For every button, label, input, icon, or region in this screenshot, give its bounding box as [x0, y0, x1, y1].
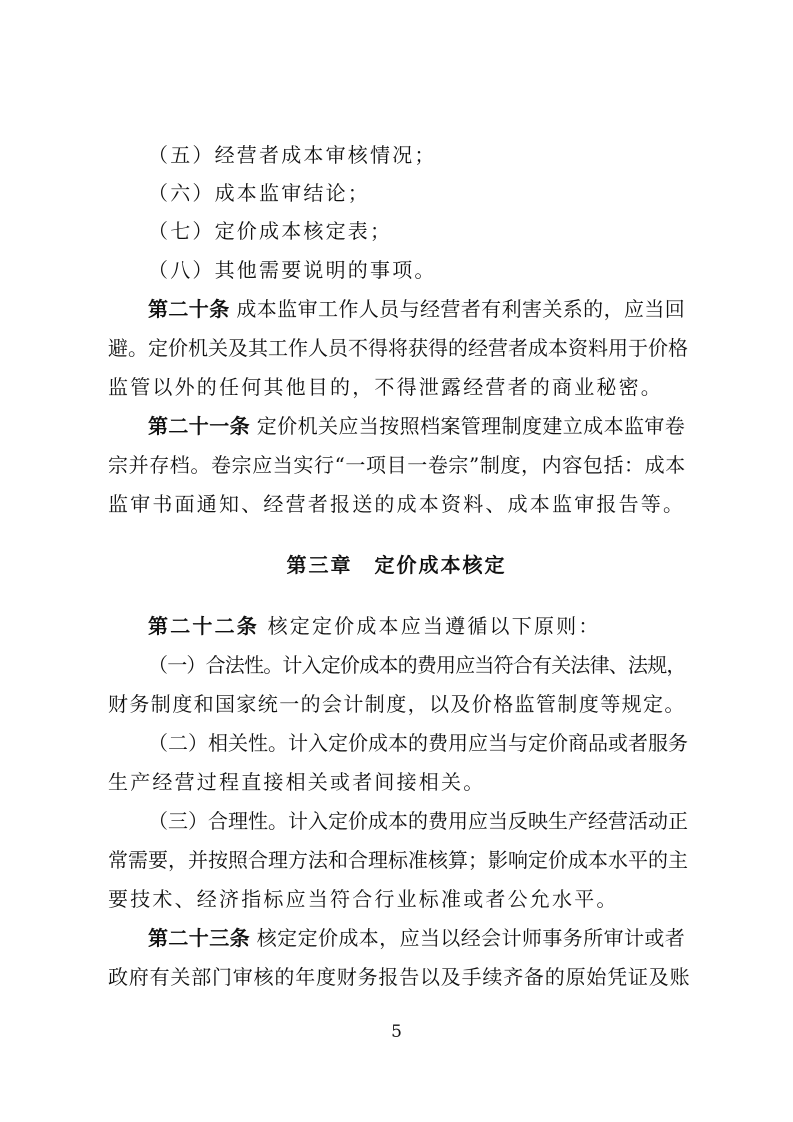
article-22-principle-1-line-2: 财务制度和国家统一的会计制度，以及价格监管制度等规定。: [108, 692, 686, 716]
article-22-principle-2-line-1: （二）相关性。计入定价成本的费用应当与定价商品或者服务: [148, 731, 688, 755]
article-22-principle-3-line-2: 常需要，并按照合理方法和合理标准核算；影响定价成本水平的主: [108, 848, 688, 872]
article-22-principle-1-line-1: （一）合法性。计入定价成本的费用应当符合有关法律、法规，: [148, 653, 686, 677]
article-23-heading: 第二十三条: [148, 926, 250, 950]
article-20-line-1: 成本监审工作人员与经营者有利害关系的，应当回: [236, 297, 686, 321]
article-22-principle-3-line-3: 要技术、经济指标应当符合行业标准或者公允水平。: [108, 887, 619, 911]
article-22-principle-3-line-1: （三）合理性。计入定价成本的费用应当反映生产经营活动正: [148, 809, 688, 833]
article-23-first-line: [148, 925, 685, 951]
chapter-title: 第三章 定价成本核定: [286, 553, 507, 577]
article-21-line-3: 监审书面通知、经营者报送的成本资料、成本监审报告等。: [108, 492, 686, 516]
article-23-line-2: 政府有关部门审核的年度财务报告以及手续齐备的原始凭证及账: [108, 965, 691, 989]
item-7: （七）定价成本核定表；: [148, 219, 393, 243]
article-21-first-line: [148, 413, 685, 439]
item-8: （八）其他需要说明的事项。: [148, 258, 437, 282]
page-number: 5: [391, 1022, 402, 1042]
article-21-line-1: 定价机关应当按照档案管理制度建立成本监审卷: [256, 414, 686, 438]
article-23-line-1: 核定定价成本，应当以经会计师事务所审计或者: [256, 926, 686, 950]
article-20-heading: 第二十条: [148, 297, 230, 321]
article-22-line-1: 核定定价成本应当遵循以下原则：: [267, 614, 601, 638]
item-5: （五）经营者成本审核情况；: [148, 143, 437, 167]
article-22-heading: 第二十二条: [148, 614, 259, 638]
article-21-heading: 第二十一条: [148, 414, 250, 438]
article-20-first-line: [148, 296, 685, 322]
article-21-line-2: 宗并存档。卷宗应当实行“一项目一卷宗”制度，内容包括：成本: [108, 453, 686, 477]
article-20-line-2: 避。定价机关及其工作人员不得将获得的经营者成本资料用于价格: [108, 336, 688, 360]
article-20-line-3: 监管以外的任何其他目的，不得泄露经营者的商业秘密。: [108, 375, 663, 399]
item-6: （六）成本监审结论；: [148, 181, 370, 205]
article-22-principle-2-line-2: 生产经营过程直接相关或者间接相关。: [108, 770, 486, 794]
article-22-first-line: [148, 613, 601, 639]
